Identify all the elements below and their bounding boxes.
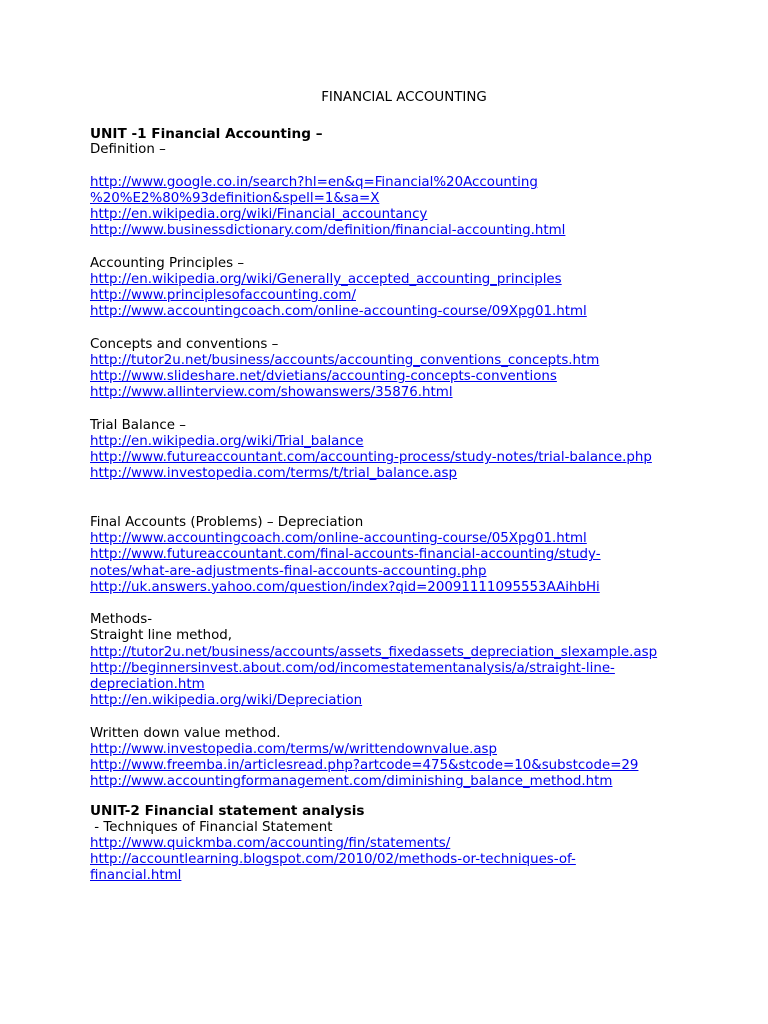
final-accounts-link-3[interactable]: http://uk.answers.yahoo.com/question/index?qid=20091111095553AAihbHi — [90, 579, 600, 595]
definition-link-1-continued[interactable]: %20%E2%80%93definition&spell=1&sa=X — [90, 191, 380, 206]
principles-link-1[interactable]: http://en.wikipedia.org/wiki/Generally_accepted_accounting_principles — [90, 272, 562, 287]
principles-link-3[interactable]: http://www.accountingcoach.com/online-accounting-course/09Xpg01.html — [90, 304, 587, 320]
unit2-link-2-continued[interactable]: financial.html — [90, 868, 182, 884]
definition-link-2[interactable]: http://en.wikipedia.org/wiki/Financial_accountancy — [90, 207, 428, 223]
definition-label: Definition – — [90, 142, 166, 158]
final-accounts-link-2[interactable]: http://www.futureaccountant.com/final-accounts-financial-accounting/study- — [90, 547, 601, 563]
trial-balance-link-1[interactable]: http://en.wikipedia.org/wiki/Trial_balance — [90, 434, 364, 449]
straight-line-label: Straight line method, — [90, 628, 233, 644]
definition-link-1[interactable]: http://www.google.co.in/search?hl=en&q=Financial%20Accounting — [90, 174, 538, 190]
spacer — [90, 159, 730, 175]
trial-balance-label: Trial Balance – — [90, 417, 186, 433]
unit1-heading: UNIT -1 Financial Accounting – — [90, 126, 323, 143]
final-accounts-link-1[interactable]: http://www.accountingcoach.com/online-accounting-course/05Xpg01.html — [90, 531, 587, 547]
spacer — [90, 402, 730, 418]
concepts-link-3[interactable]: http://www.allinterview.com/showanswers/35876.html — [90, 385, 453, 401]
straight-line-link-1[interactable]: http://tutor2u.net/business/accounts/assets_fixedassets_depreciation_slexample.asp — [90, 644, 658, 660]
principles-link-2[interactable]: http://www.principlesofaccounting.com/ — [90, 288, 356, 304]
spacer — [90, 321, 730, 337]
spacer — [90, 596, 730, 612]
concepts-link-2[interactable]: http://www.slideshare.net/dvietians/accounting-concepts-conventions — [90, 369, 557, 385]
wdv-label: Written down value method. — [90, 725, 281, 741]
straight-line-link-2[interactable]: http://beginnersinvest.about.com/od/incomestatementanalysis/a/straight-line- — [90, 660, 615, 676]
final-accounts-label: Final Accounts (Problems) – Depreciation — [90, 515, 364, 530]
spacer — [90, 709, 730, 725]
document-page — [90, 90, 730, 884]
document-title: FINANCIAL ACCOUNTING — [321, 90, 487, 105]
unit2-link-2[interactable]: http://accountlearning.blogspot.com/2010/02/methods-or-techniques-of- — [90, 852, 576, 868]
wdv-link-2[interactable]: http://www.freemba.in/articlesread.php?artcode=475&stcode=10&substcode=29 — [90, 758, 639, 774]
methods-label: Methods- — [90, 612, 153, 628]
straight-line-link-2-continued[interactable]: depreciation.htm — [90, 677, 205, 693]
unit2-heading: UNIT-2 Financial statement analysis — [90, 803, 365, 820]
straight-line-link-3[interactable]: http://en.wikipedia.org/wiki/Depreciation — [90, 693, 363, 709]
spacer — [90, 240, 730, 256]
concepts-link-1[interactable]: http://tutor2u.net/business/accounts/accounting_conventions_concepts.htm — [90, 353, 600, 368]
wdv-link-1[interactable]: http://www.investopedia.com/terms/w/writtendownvalue.asp — [90, 741, 498, 757]
definition-link-3[interactable]: http://www.businessdictionary.com/definition/financial-accounting.html — [90, 223, 566, 239]
principles-label: Accounting Principles – — [90, 255, 245, 271]
unit2-link-1[interactable]: http://www.quickmba.com/accounting/fin/statements/ — [90, 835, 451, 851]
concepts-label: Concepts and conventions – — [90, 336, 279, 352]
techniques-label: - Techniques of Financial Statement — [90, 819, 333, 835]
trial-balance-link-3[interactable]: http://www.investopedia.com/terms/t/trial_balance.asp — [90, 466, 458, 482]
spacer — [90, 483, 730, 515]
final-accounts-link-2-continued[interactable]: notes/what-are-adjustments-final-accounts-accounting.php — [90, 563, 487, 579]
trial-balance-link-2[interactable]: http://www.futureaccountant.com/accounting-process/study-notes/trial-balance.php — [90, 450, 652, 466]
spacer — [90, 790, 730, 803]
wdv-link-3[interactable]: http://www.accountingformanagement.com/diminishing_balance_method.htm — [90, 774, 613, 790]
